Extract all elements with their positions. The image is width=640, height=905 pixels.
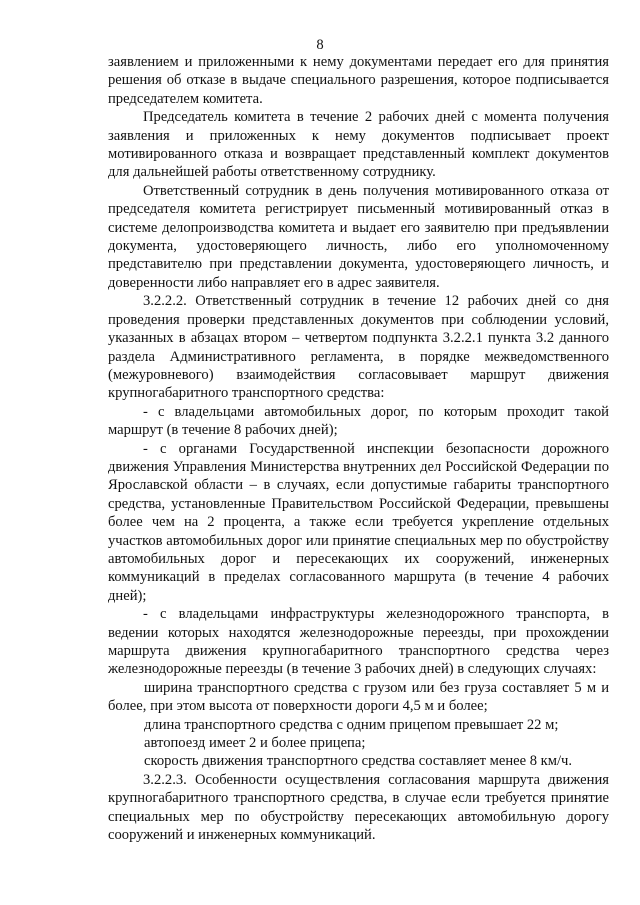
paragraph-chairman-signs: Председатель комитета в течение 2 рабочих дней с момента получения заявления и приложенных к нему документов подписывает проект мотивированного отказа и возвращает представленный комплект документов для дальнейшей работы ответственному сотруднику.: [108, 109, 609, 181]
condition-length: длина транспортного средства с одним прицепом превышает 22 м;: [144, 716, 559, 733]
document-body: [108, 53, 609, 844]
list-item-traffic-inspection: - с органами Государственной инспекции безопасности дорожного движения Управления Министерства внутренних дел Российской Федерации по Ярославской области – в случаях, если допустимые габариты транспортного средства, установленные Правительством Российской Федерации, превышены более чем на 2 процента, а также если требуется укрепление отдельных участков автомобильных дорог или принятие специальных мер по обустройству автомобильных дорог и пересекающих их сооружений, инженерных коммуникаций в пределах согласованного маршрута (в течение 4 рабочих дней);: [108, 440, 609, 604]
page-number: 8: [316, 37, 324, 53]
condition-speed: скорость движения транспортного средства составляет менее 8 км/ч.: [144, 753, 573, 770]
condition-width: ширина транспортного средства с грузом или без груза составляет 5 м и более, при этом высота от поверхности дороги 4,5 м и более;: [108, 679, 609, 715]
list-item-railway-owners: - с владельцами инфраструктуры железнодорожного транспорта, в ведении которых находятся железнодорожные переезды, при прохождении маршрута движения крупногабаритного транспортного средства через железнодорожные переезды (в течение 3 рабочих дней) в следующих случаях:: [108, 606, 609, 678]
paragraph-3-2-2-2: 3.2.2.2. Ответственный сотрудник в течение 12 рабочих дней со дня проведения проверки представленных документов при соблюдении условий, указанных в абзацах втором – четвертом подпункта 3.2.2.1 пункта 3.2 данного раздела Административного регламента, в порядке межведомственного (межуровневого) взаимодействия согласовывает маршрут движения крупногабаритного транспортного средства:: [108, 293, 609, 402]
paragraph-responsible-registers: Ответственный сотрудник в день получения мотивированного отказа от председателя комитета регистрирует письменный мотивированный отказ в системе делопроизводства комитета и выдает его заявителю при предъявлении документа, удостоверяющего личность, либо его уполномоченному представителю при представлении документа, удостоверяющего личность, и доверенности либо направляет его в адрес заявителя.: [108, 182, 609, 291]
paragraph-3-2-2-3: 3.2.2.3. Особенности осуществления согласования маршрута движения крупногабаритного транспортного средства, в случае если требуется принятие специальных мер по обустройству пересекающих автомобильную дорогу сооружений и инженерных коммуникаций.: [108, 771, 609, 844]
list-item-road-owners: - с владельцами автомобильных дорог, по которым проходит такой маршрут (в течение 8 рабочих дней);: [108, 403, 609, 439]
condition-trailers: автопоезд имеет 2 и более прицепа;: [144, 735, 366, 752]
paragraph-continuation: заявлением и приложенными к нему документами передает его для принятия решения об отказе в выдаче специального разрешения, которое подписывается председателем комитета.: [108, 54, 609, 107]
